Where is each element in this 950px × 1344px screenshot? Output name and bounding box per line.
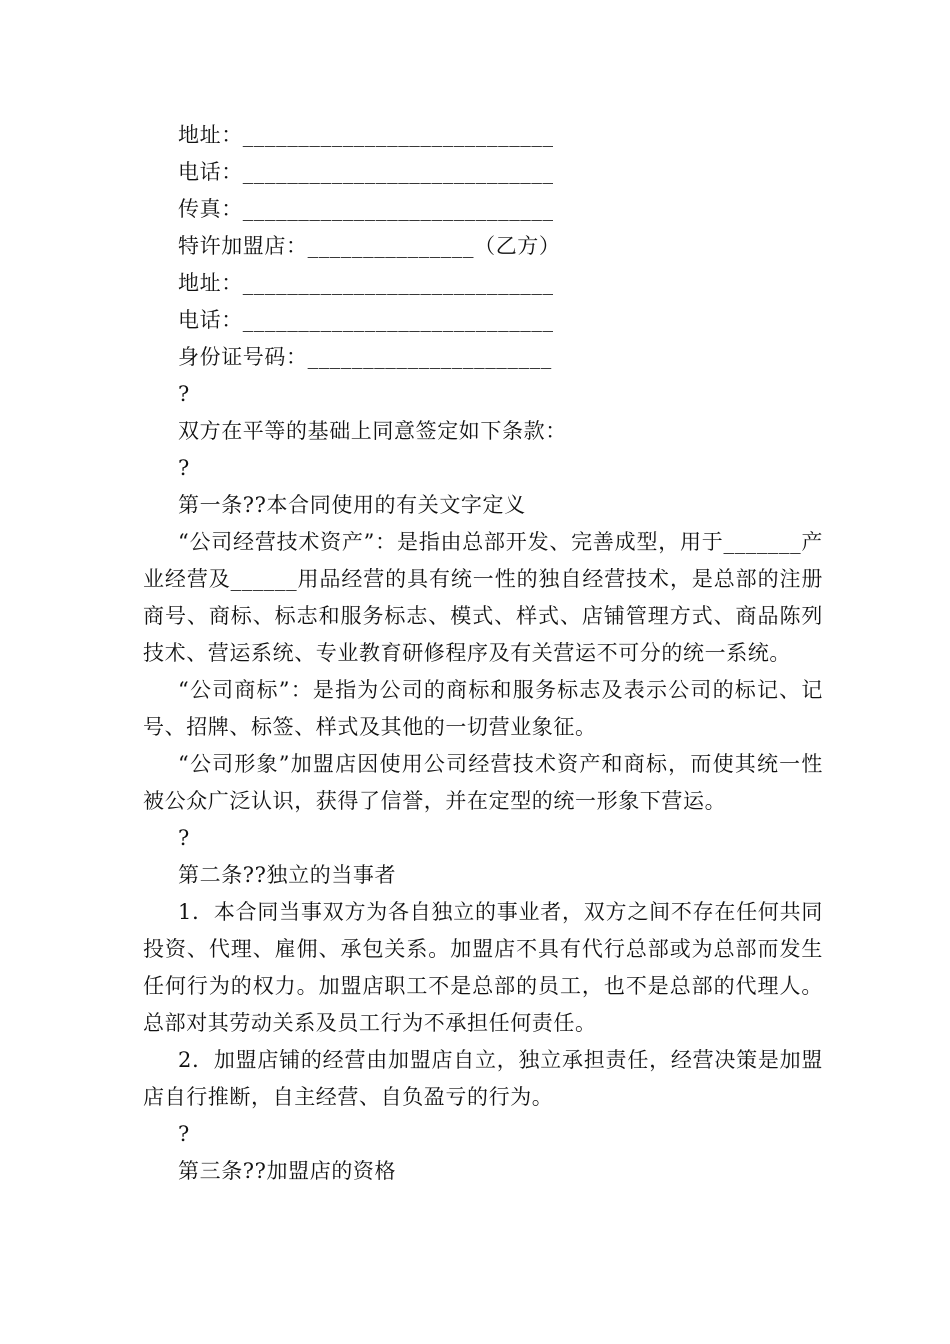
phone-field-1: 电话：____________________________ xyxy=(178,160,554,184)
article-2-clause-2: 2．加盟店铺的经营由加盟店自立，独立承担责任，经营决策是加盟店自行推断，自主经营、自负盈亏的行为。 xyxy=(143,1048,823,1109)
franchisee-field: 特许加盟店：_______________（乙方） xyxy=(178,234,561,258)
id-number-field: 身份证号码：______________________ xyxy=(178,345,552,369)
address-field-2: 地址：____________________________ xyxy=(178,271,554,295)
blank-marker: ? xyxy=(178,382,190,406)
article-2-title: 第二条??独立的当事者 xyxy=(178,863,397,887)
blank-marker: ? xyxy=(178,456,190,480)
address-field-1: 地址：____________________________ xyxy=(178,123,554,147)
article-2-clause-1: 1．本合同当事双方为各自独立的事业者，双方之间不存在任何共同投资、代理、雇佣、承包关系。加盟店不具有代行总部或为总部而发生任何行为的权力。加盟店职工不是总部的员工，也不是总部的代理人。总部对其劳动关系及员工行为不承担任何责任。 xyxy=(143,900,823,1035)
fax-field: 传真：____________________________ xyxy=(178,197,554,221)
article-3-title: 第三条??加盟店的资格 xyxy=(178,1159,397,1183)
article-1-definition-image: “公司形象”加盟店因使用公司经营技术资产和商标，而使其统一性被公众广泛认识，获得了信誉，并在定型的统一形象下营运。 xyxy=(143,752,823,813)
blank-marker: ? xyxy=(178,1122,190,1146)
article-1-title: 第一条??本合同使用的有关文字定义 xyxy=(178,493,526,517)
phone-field-2: 电话：____________________________ xyxy=(178,308,554,332)
article-1-definition-assets: “公司经营技术资产”：是指由总部开发、完善成型，用于_______产业经营及______用品经营的具有统一性的独自经营技术，是总部的注册商号、商标、标志和服务标志、模式、样式、店铺管理方式、商品陈列技术、营运系统、专业教育研修程序及有关营运不可分的统一系统。 xyxy=(143,530,823,665)
article-1-definition-trademark: “公司商标”：是指为公司的商标和服务标志及表示公司的标记、记号、招牌、标签、样式及其他的一切营业象征。 xyxy=(143,678,823,739)
contract-body xyxy=(143,117,823,1190)
agreement-intro: 双方在平等的基础上同意签定如下条款： xyxy=(178,419,567,443)
blank-marker: ? xyxy=(178,826,190,850)
